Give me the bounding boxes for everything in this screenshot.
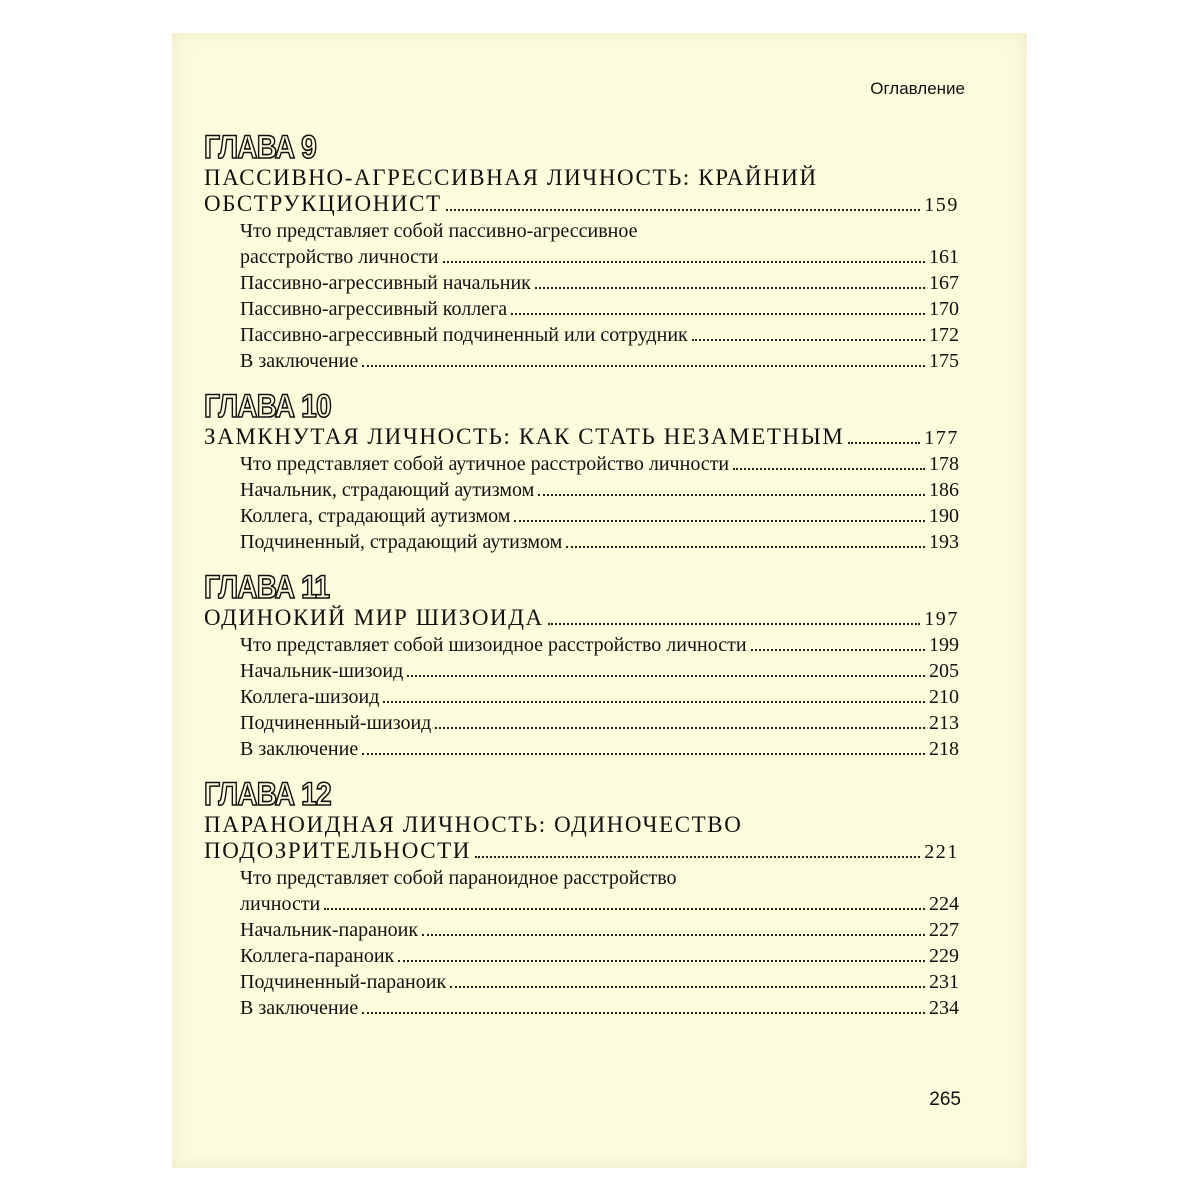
dot-leader [422, 934, 925, 936]
dot-leader [848, 442, 920, 444]
toc-entry [204, 969, 959, 995]
page-ref: 186 [929, 479, 959, 501]
chapter-title-line: ОБСТРУКЦИОНИСТ [204, 191, 442, 216]
chapter-title-line: ПАССИВНО-АГРЕССИВНАЯ ЛИЧНОСТЬ: КРАЙНИЙ [204, 165, 818, 190]
toc-entry [204, 296, 959, 322]
toc-entry-line: личности [240, 893, 321, 915]
page-ref: 170 [929, 298, 959, 320]
chapter-title-line: ПОДОЗРИТЕЛЬНОСТИ [204, 838, 471, 863]
page-ref: 231 [929, 971, 959, 993]
toc-entry [204, 710, 959, 736]
page-ref: 227 [929, 919, 959, 941]
toc-entry [204, 451, 959, 477]
chapter-12 [204, 776, 959, 1021]
page-ref: 224 [929, 893, 959, 915]
toc-entry-text: Коллега-параноик [240, 945, 395, 967]
dot-leader [435, 727, 925, 729]
dot-leader [446, 209, 920, 211]
page-ref: 190 [929, 505, 959, 527]
dot-leader [362, 365, 925, 367]
toc-entry-text: В заключение [240, 738, 359, 760]
chapter-label: ГЛАВА 11 [204, 569, 330, 605]
page-ref: 213 [929, 712, 959, 734]
toc-entry [204, 917, 959, 943]
page-ref: 218 [929, 738, 959, 760]
toc-entry-text: Пассивно-агрессивный коллега [240, 298, 508, 320]
dot-leader [383, 701, 925, 703]
dot-leader [407, 675, 925, 677]
toc-entry [204, 218, 959, 270]
toc-entry-text: В заключение [240, 350, 359, 372]
dot-leader [398, 960, 925, 962]
dot-leader [538, 494, 925, 496]
page-ref: 234 [929, 997, 959, 1019]
toc-entry-text: Начальник-шизоид [240, 660, 404, 682]
chapter-title [204, 812, 959, 865]
running-head: Оглавление [870, 79, 965, 98]
toc-entry [204, 865, 959, 917]
toc-entry-text: Что представляет собой аутичное расстройство личности [240, 453, 730, 475]
dot-leader [443, 261, 925, 263]
toc-entry [204, 736, 959, 762]
page-ref: 172 [929, 324, 959, 346]
dot-leader [692, 339, 925, 341]
toc-entry-line: расстройство личности [240, 246, 439, 268]
page-ref: 205 [929, 660, 959, 682]
toc-entry-text: Пассивно-агрессивный подчиненный или сотрудник [240, 324, 688, 346]
book-page [172, 33, 1027, 1168]
toc-entry [204, 632, 959, 658]
dot-leader [514, 520, 925, 522]
toc-entry-text: Коллега, страдающий аутизмом [240, 505, 511, 527]
page-ref: 159 [924, 194, 959, 216]
chapter-label: ГЛАВА 9 [204, 129, 316, 165]
dot-leader [450, 986, 925, 988]
dot-leader [751, 649, 925, 651]
page-number: 265 [929, 1089, 961, 1110]
page-ref: 199 [929, 634, 959, 656]
dot-leader [362, 1012, 925, 1014]
page-ref: 178 [929, 453, 959, 475]
toc-entry [204, 995, 959, 1021]
dot-leader [566, 546, 925, 548]
page-ref: 210 [929, 686, 959, 708]
toc-entry [204, 348, 959, 374]
toc-entry [204, 658, 959, 684]
chapter-label: ГЛАВА 12 [204, 776, 331, 812]
chapter-title-line: ПАРАНОИДНАЯ ЛИЧНОСТЬ: ОДИНОЧЕСТВО [204, 812, 743, 837]
toc-entry [204, 684, 959, 710]
toc-entry-text: В заключение [240, 997, 359, 1019]
page-ref: 177 [924, 427, 959, 449]
chapter-9 [204, 129, 959, 374]
chapter-label: ГЛАВА 10 [204, 388, 331, 424]
toc-entry-text: Коллега-шизоид [240, 686, 380, 708]
toc-entry [204, 270, 959, 296]
toc-entry-line: Что представляет собой параноидное расстройство [240, 867, 677, 889]
dot-leader [733, 468, 925, 470]
dot-leader [475, 856, 920, 858]
dot-leader [362, 753, 925, 755]
toc-entry [204, 477, 959, 503]
dot-leader [548, 623, 920, 625]
page-ref: 197 [924, 608, 959, 630]
chapter-title-line: ОДИНОКИЙ МИР ШИЗОИДА [204, 605, 544, 630]
toc-entry-text: Начальник-параноик [240, 919, 419, 941]
toc-entry [204, 529, 959, 555]
toc-entry-text: Пассивно-агрессивный начальник [240, 272, 531, 294]
toc-entry-text: Что представляет собой шизоидное расстройство личности [240, 634, 747, 656]
toc-entry [204, 322, 959, 348]
dot-leader [535, 287, 925, 289]
chapter-10 [204, 388, 959, 555]
toc-entry [204, 943, 959, 969]
page-ref: 229 [929, 945, 959, 967]
page-ref: 221 [924, 841, 959, 863]
page-ref: 193 [929, 531, 959, 553]
toc-entry-line: Что представляет собой пассивно-агрессивное [240, 220, 638, 242]
chapter-title [204, 605, 959, 632]
page-ref: 175 [929, 350, 959, 372]
toc-entry-text: Начальник, страдающий аутизмом [240, 479, 535, 501]
chapter-title [204, 165, 959, 218]
dot-leader [511, 313, 925, 315]
page-ref: 167 [929, 272, 959, 294]
chapter-11 [204, 569, 959, 762]
dot-leader [324, 908, 925, 910]
toc-entry-text: Подчиненный-шизоид [240, 712, 432, 734]
toc-entry-text: Подчиненный-параноик [240, 971, 447, 993]
toc-entry [204, 503, 959, 529]
toc-entry-text: Подчиненный, страдающий аутизмом [240, 531, 563, 553]
chapter-title [204, 424, 959, 451]
chapter-title-line: ЗАМКНУТАЯ ЛИЧНОСТЬ: КАК СТАТЬ НЕЗАМЕТНЫМ [204, 424, 845, 449]
page-ref: 161 [929, 246, 959, 268]
table-of-contents [204, 129, 959, 1035]
